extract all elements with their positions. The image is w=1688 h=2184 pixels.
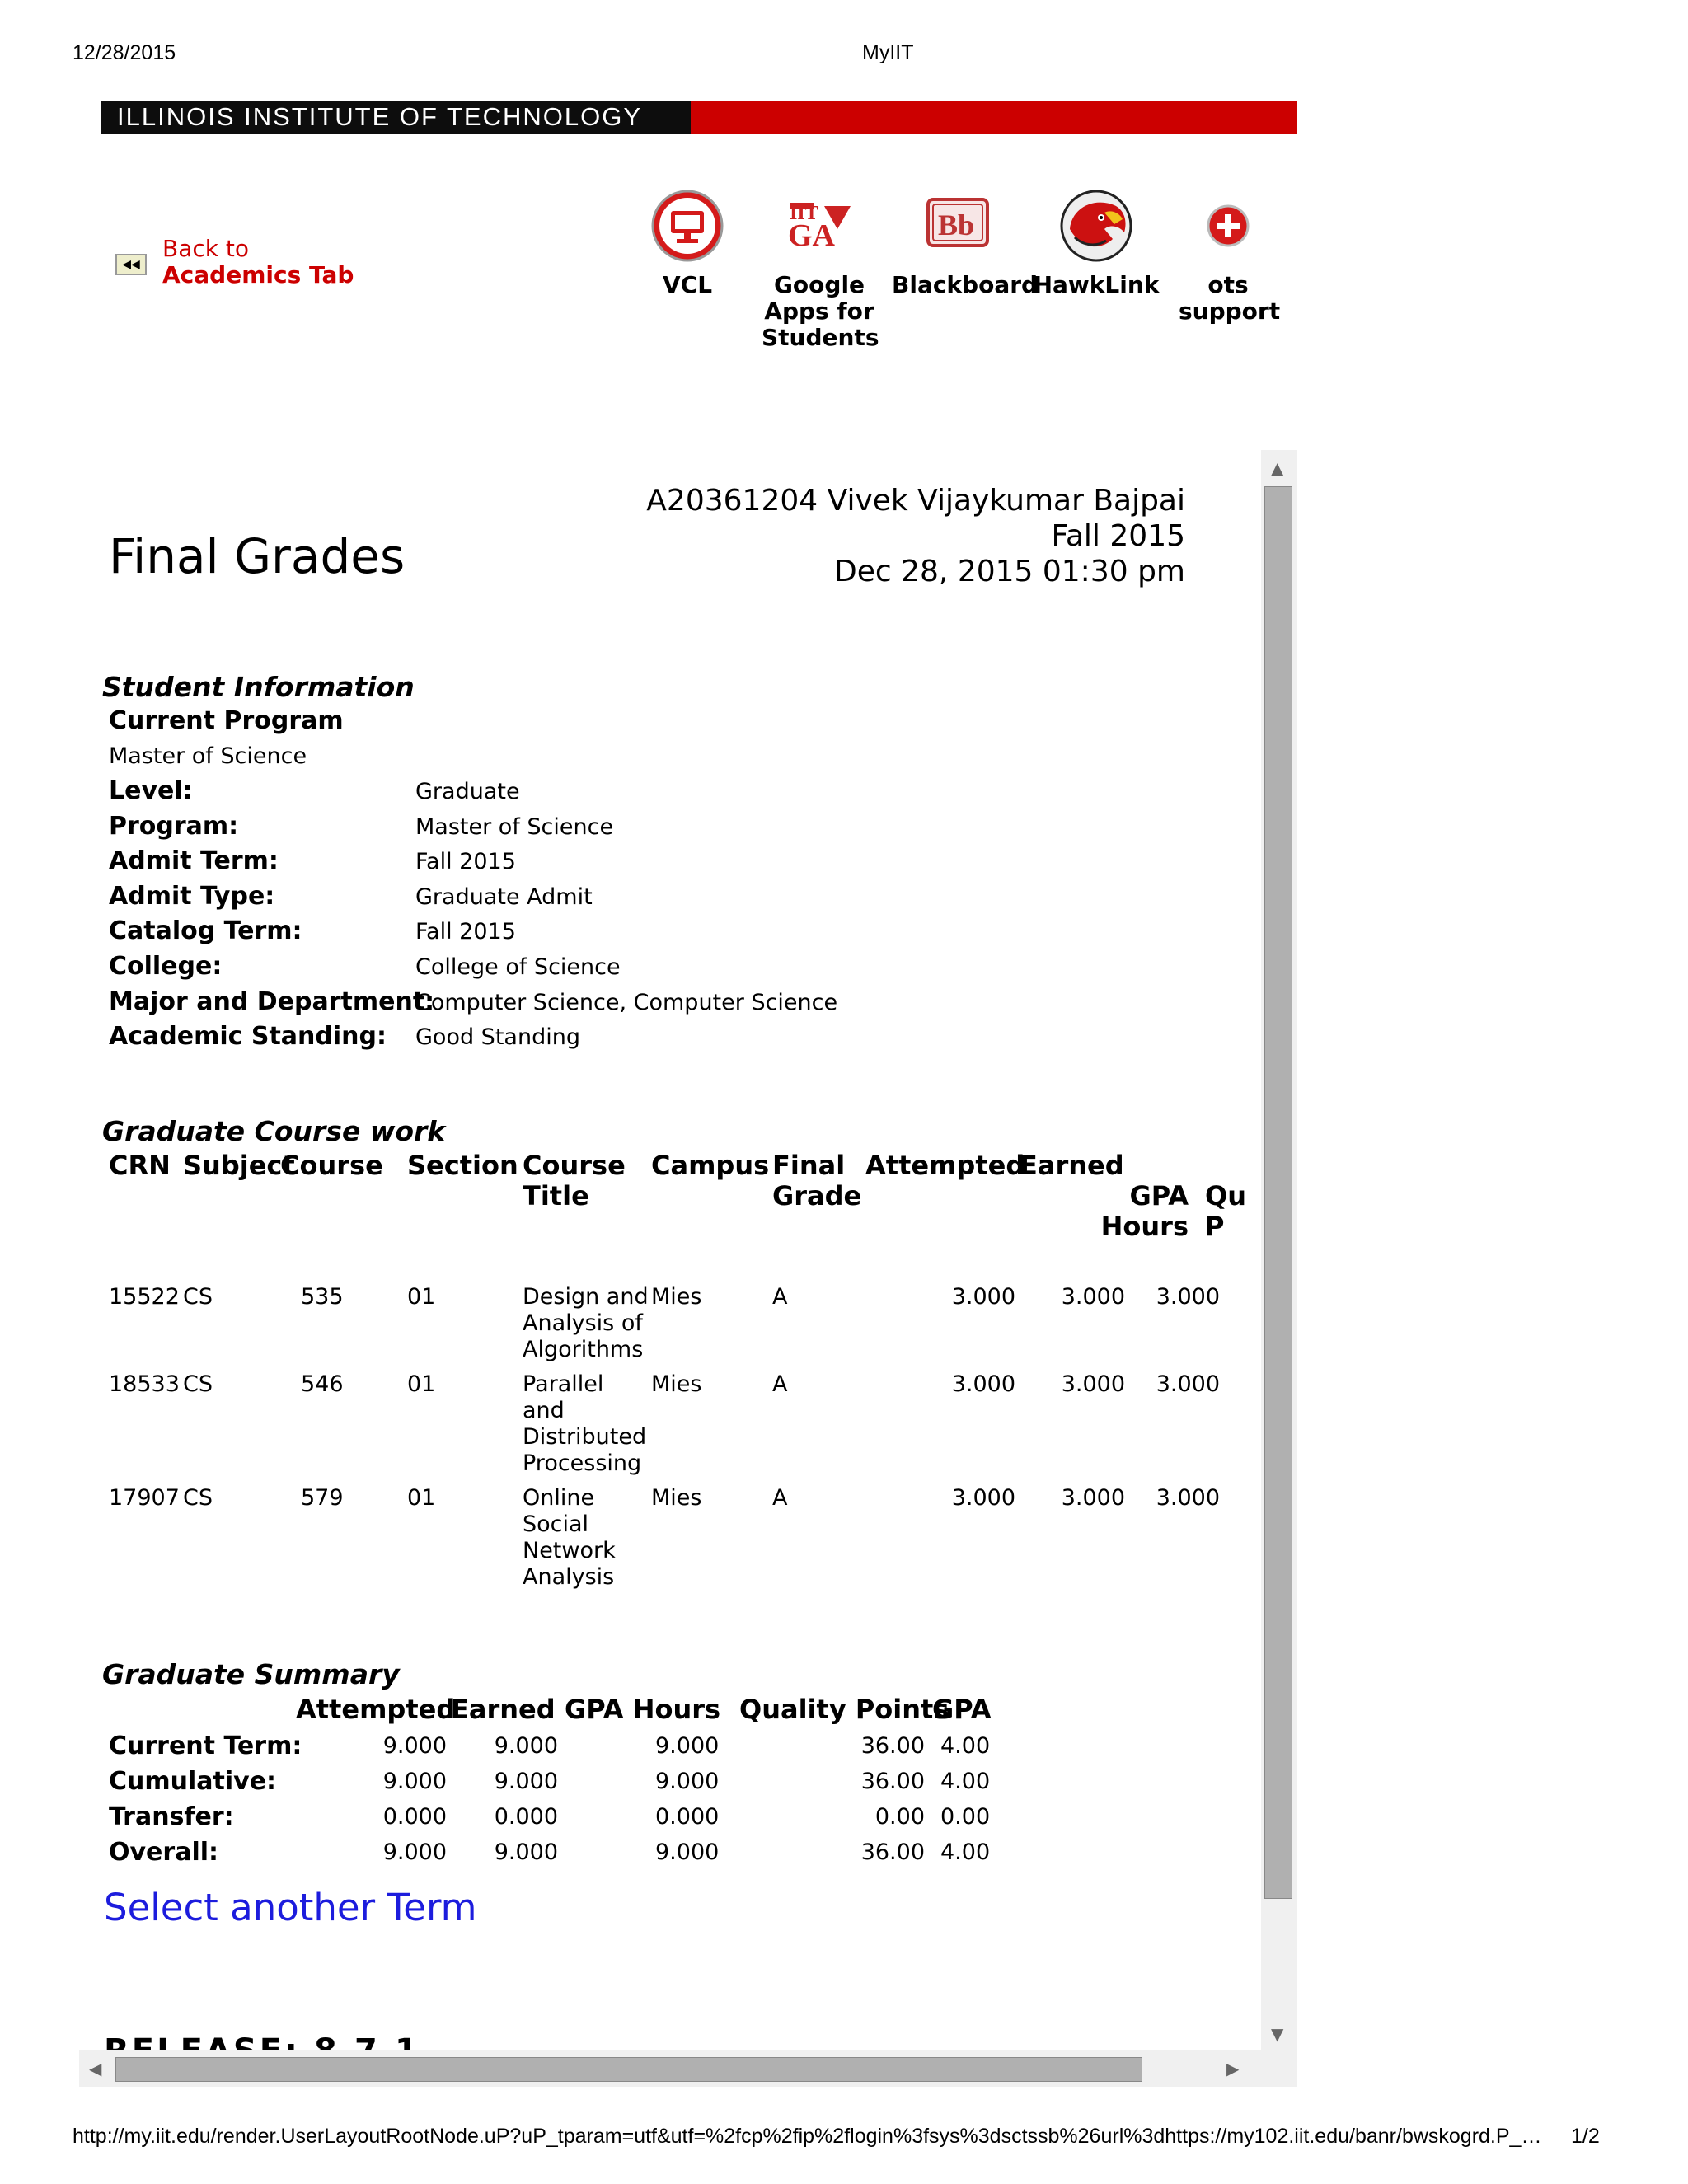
summary-attempted: 9.000 (382, 1769, 447, 1794)
cell-crn: 15522 (109, 1284, 180, 1310)
col-course: Course (280, 1150, 383, 1181)
summary-attempted: 9.000 (382, 1840, 447, 1865)
summary-gpa-hours: 0.000 (655, 1804, 720, 1830)
col-qp-line2: P (1205, 1211, 1225, 1242)
cell-title-line: Online (523, 1485, 595, 1511)
summary-quality-points: 0.00 (874, 1804, 925, 1830)
timestamp: Dec 28, 2015 01:30 pm (834, 555, 1185, 588)
quick-link-blackboard[interactable] (892, 188, 1039, 298)
cell-gpa-hours: 3.000 (1156, 1284, 1220, 1310)
svg-text:Bb: Bb (938, 209, 975, 241)
cell-title-line: Algorithms (523, 1337, 644, 1362)
cell-section: 01 (407, 1485, 436, 1511)
cell-gpa-hours: 3.000 (1156, 1485, 1220, 1511)
cell-course: 579 (301, 1485, 344, 1511)
info-row-level (109, 776, 1098, 812)
cell-crn: 18533 (109, 1371, 180, 1397)
cell-title-line: Parallel (523, 1371, 604, 1397)
info-label: Academic Standing: (109, 1022, 387, 1051)
info-label: Level: (109, 776, 193, 805)
table-row (101, 1371, 1261, 1487)
col-crn: CRN (109, 1150, 171, 1181)
cell-course: 535 (301, 1284, 344, 1310)
summary-label: Current Term: (109, 1732, 302, 1760)
summary-gpa: 0.00 (940, 1804, 991, 1830)
sum-col-gpa-hours: GPA Hours (565, 1694, 721, 1725)
quick-link-vcl[interactable] (621, 188, 753, 298)
col-section: Section (407, 1150, 518, 1181)
current-program-label: Current Program (109, 706, 344, 735)
cell-subject: CS (183, 1485, 213, 1511)
summary-quality-points: 36.00 (860, 1840, 925, 1865)
info-row-college (109, 952, 1098, 987)
col-qp-line1: Qu (1205, 1180, 1246, 1212)
page-title: Final Grades (109, 528, 406, 584)
col-final-grade (772, 1151, 861, 1212)
print-page-number: 1/2 (1571, 2125, 1600, 2148)
coursework-title: Graduate Course work (102, 1115, 446, 1147)
cell-title-line: and (523, 1398, 565, 1423)
col-gpa-hours-line1: GPA (1129, 1180, 1189, 1212)
summary-gpa-hours: 9.000 (655, 1840, 720, 1865)
sum-col-attempted: Attempted (296, 1694, 456, 1725)
cell-attempted: 3.000 (951, 1485, 1015, 1511)
info-label: Program: (109, 812, 239, 841)
summary-row (101, 1767, 1007, 1800)
table-row (101, 1284, 1261, 1375)
col-title (523, 1151, 626, 1212)
summary-attempted: 9.000 (382, 1733, 447, 1759)
cell-title-line: Analysis of (523, 1310, 643, 1336)
term-label: Fall 2015 (1051, 519, 1185, 553)
cell-earned: 3.000 (1061, 1371, 1125, 1397)
cell-title-line: Social (523, 1511, 589, 1537)
cell-crn: 17907 (109, 1485, 180, 1511)
summary-gpa: 4.00 (940, 1733, 991, 1759)
iit-banner (101, 101, 1297, 134)
info-value: Fall 2015 (415, 849, 516, 874)
blackboard-icon (920, 188, 996, 264)
iit-ga-icon (781, 188, 857, 264)
svg-text:IIT: IIT (790, 203, 818, 224)
scroll-up-icon[interactable]: ▲ (1271, 458, 1284, 478)
info-value: Computer Science, Computer Science (415, 990, 838, 1015)
info-label: Admit Term: (109, 846, 279, 875)
scroll-down-icon[interactable]: ▼ (1271, 2024, 1284, 2044)
info-value: Fall 2015 (415, 919, 516, 944)
quick-link-google-apps[interactable] (753, 188, 885, 351)
quick-link-label: Blackboard (892, 271, 1039, 298)
summary-label: Overall: (109, 1838, 219, 1867)
quick-link-label: ots support (1179, 271, 1281, 325)
monitor-icon (649, 188, 725, 264)
summary-gpa: 4.00 (940, 1840, 991, 1865)
cell-subject: CS (183, 1371, 213, 1397)
cell-title (523, 1371, 646, 1477)
summary-row (101, 1838, 1007, 1871)
print-url: http://my.iit.edu/render.UserLayoutRootNode.uP?uP_tparam=utf&utf=%2fcp%2fip%2flogin%3fsys%3dsctssb%26url%3dhttps://my102.iit.edu/banr/bwskogrd.P_… (73, 2125, 1542, 2148)
cell-title-line: Network (523, 1538, 616, 1563)
col-campus: Campus (651, 1150, 770, 1181)
quick-link-label: VCL (662, 271, 713, 298)
summary-attempted: 0.000 (382, 1804, 447, 1830)
student-header (646, 483, 1185, 589)
cell-course: 546 (301, 1371, 344, 1397)
col-gpa-hours-line2: Hours (1100, 1211, 1189, 1242)
print-title: MyIIT (862, 41, 914, 64)
rewind-icon[interactable]: ◀◀ (115, 254, 147, 275)
cell-title-line: Distributed (523, 1424, 647, 1450)
cell-grade: A (772, 1371, 788, 1397)
info-row-admit-type (109, 882, 1098, 917)
summary-quality-points: 36.00 (860, 1733, 925, 1759)
col-title-line2: Title (523, 1180, 589, 1212)
col-quality-points (1205, 1181, 1246, 1242)
summary-quality-points: 36.00 (860, 1769, 925, 1794)
student-info-title: Student Information (102, 671, 415, 703)
col-grade-line2: Grade (772, 1180, 862, 1212)
sum-col-quality-points: Quality Points (739, 1694, 950, 1725)
col-attempted: Attempted (865, 1150, 1025, 1181)
info-row-admit-term (109, 846, 1098, 882)
scroll-left-icon[interactable]: ◀ (89, 2059, 102, 2079)
horizontal-scroll-thumb[interactable] (115, 2057, 1142, 2082)
summary-label: Cumulative: (109, 1767, 277, 1796)
cell-campus: Mies (651, 1485, 702, 1511)
table-row (101, 1485, 1261, 1601)
col-gpa-hours (1090, 1181, 1189, 1242)
cell-title (523, 1284, 649, 1363)
info-row-standing (109, 1022, 1098, 1057)
quick-link-hawklink[interactable] (1030, 188, 1162, 298)
summary-gpa: 4.00 (940, 1769, 991, 1794)
summary-earned: 9.000 (494, 1840, 558, 1865)
cell-campus: Mies (651, 1284, 702, 1310)
col-earned: Earned (1020, 1150, 1124, 1181)
student-id-name: A20361204 Vivek Vijaykumar Bajpai (646, 484, 1185, 518)
info-row-major (109, 987, 1098, 1023)
info-value: Graduate (415, 779, 520, 804)
cell-earned: 3.000 (1061, 1284, 1125, 1310)
summary-earned: 9.000 (494, 1733, 558, 1759)
back-link-line2: Academics Tab (162, 261, 354, 288)
content-frame[interactable] (101, 450, 1261, 2050)
cell-title-line: Design and (523, 1284, 649, 1310)
select-another-term-link[interactable]: Select another Term (104, 1886, 477, 1929)
quick-link-label: Google Apps for Students (762, 271, 879, 351)
cell-title-line: Analysis (523, 1564, 615, 1590)
scroll-right-icon[interactable]: ▶ (1226, 2059, 1240, 2079)
cell-campus: Mies (651, 1371, 702, 1397)
cell-grade: A (772, 1485, 788, 1511)
quick-link-ots-support[interactable] (1162, 188, 1294, 325)
info-value: Master of Science (415, 814, 614, 840)
summary-row (101, 1802, 1007, 1835)
summary-row (101, 1732, 1007, 1765)
sum-col-earned: Earned (451, 1694, 556, 1725)
info-row-catalog-term (109, 916, 1098, 952)
col-grade-line1: Final (772, 1150, 846, 1181)
vertical-scroll-thumb[interactable] (1264, 486, 1292, 1899)
horizontal-scrollbar[interactable] (79, 2050, 1297, 2087)
svg-text:GA: GA (788, 218, 835, 253)
col-subject: Subject (183, 1150, 295, 1181)
cell-section: 01 (407, 1371, 436, 1397)
info-value: Good Standing (415, 1024, 580, 1050)
cell-earned: 3.000 (1061, 1485, 1125, 1511)
summary-gpa-hours: 9.000 (655, 1733, 720, 1759)
info-label: Catalog Term: (109, 916, 302, 945)
info-value: Graduate Admit (415, 884, 593, 910)
summary-label: Transfer: (109, 1802, 234, 1831)
back-to-academics-link[interactable] (162, 236, 354, 288)
col-title-line1: Course (523, 1150, 626, 1181)
summary-earned: 0.000 (494, 1804, 558, 1830)
info-label: Major and Department: (109, 987, 435, 1016)
info-value: College of Science (415, 954, 621, 980)
summary-title: Graduate Summary (102, 1658, 400, 1690)
summary-gpa-hours: 9.000 (655, 1769, 720, 1794)
cell-title (523, 1485, 616, 1591)
info-label: Admit Type: (109, 882, 275, 911)
back-link-line1: Back to (162, 235, 249, 262)
cell-attempted: 3.000 (951, 1284, 1015, 1310)
cell-grade: A (772, 1284, 788, 1310)
red-cross-icon (1190, 188, 1266, 264)
quick-link-label: HawkLink (1033, 271, 1160, 298)
cell-attempted: 3.000 (951, 1371, 1015, 1397)
info-label: College: (109, 952, 223, 981)
summary-earned: 9.000 (494, 1769, 558, 1794)
sum-col-gpa: GPA (932, 1694, 992, 1725)
cell-section: 01 (407, 1284, 436, 1310)
print-date: 12/28/2015 (73, 41, 176, 64)
vertical-scrollbar[interactable] (1261, 450, 1297, 2050)
cell-title-line: Processing (523, 1451, 642, 1476)
info-row-program (109, 812, 1098, 847)
current-program-value: Master of Science (109, 743, 307, 769)
banner-logo-text: ILLINOIS INSTITUTE OF TECHNOLOGY (101, 101, 691, 134)
cell-subject: CS (183, 1284, 213, 1310)
hawk-icon (1058, 188, 1134, 264)
cell-gpa-hours: 3.000 (1156, 1371, 1220, 1397)
